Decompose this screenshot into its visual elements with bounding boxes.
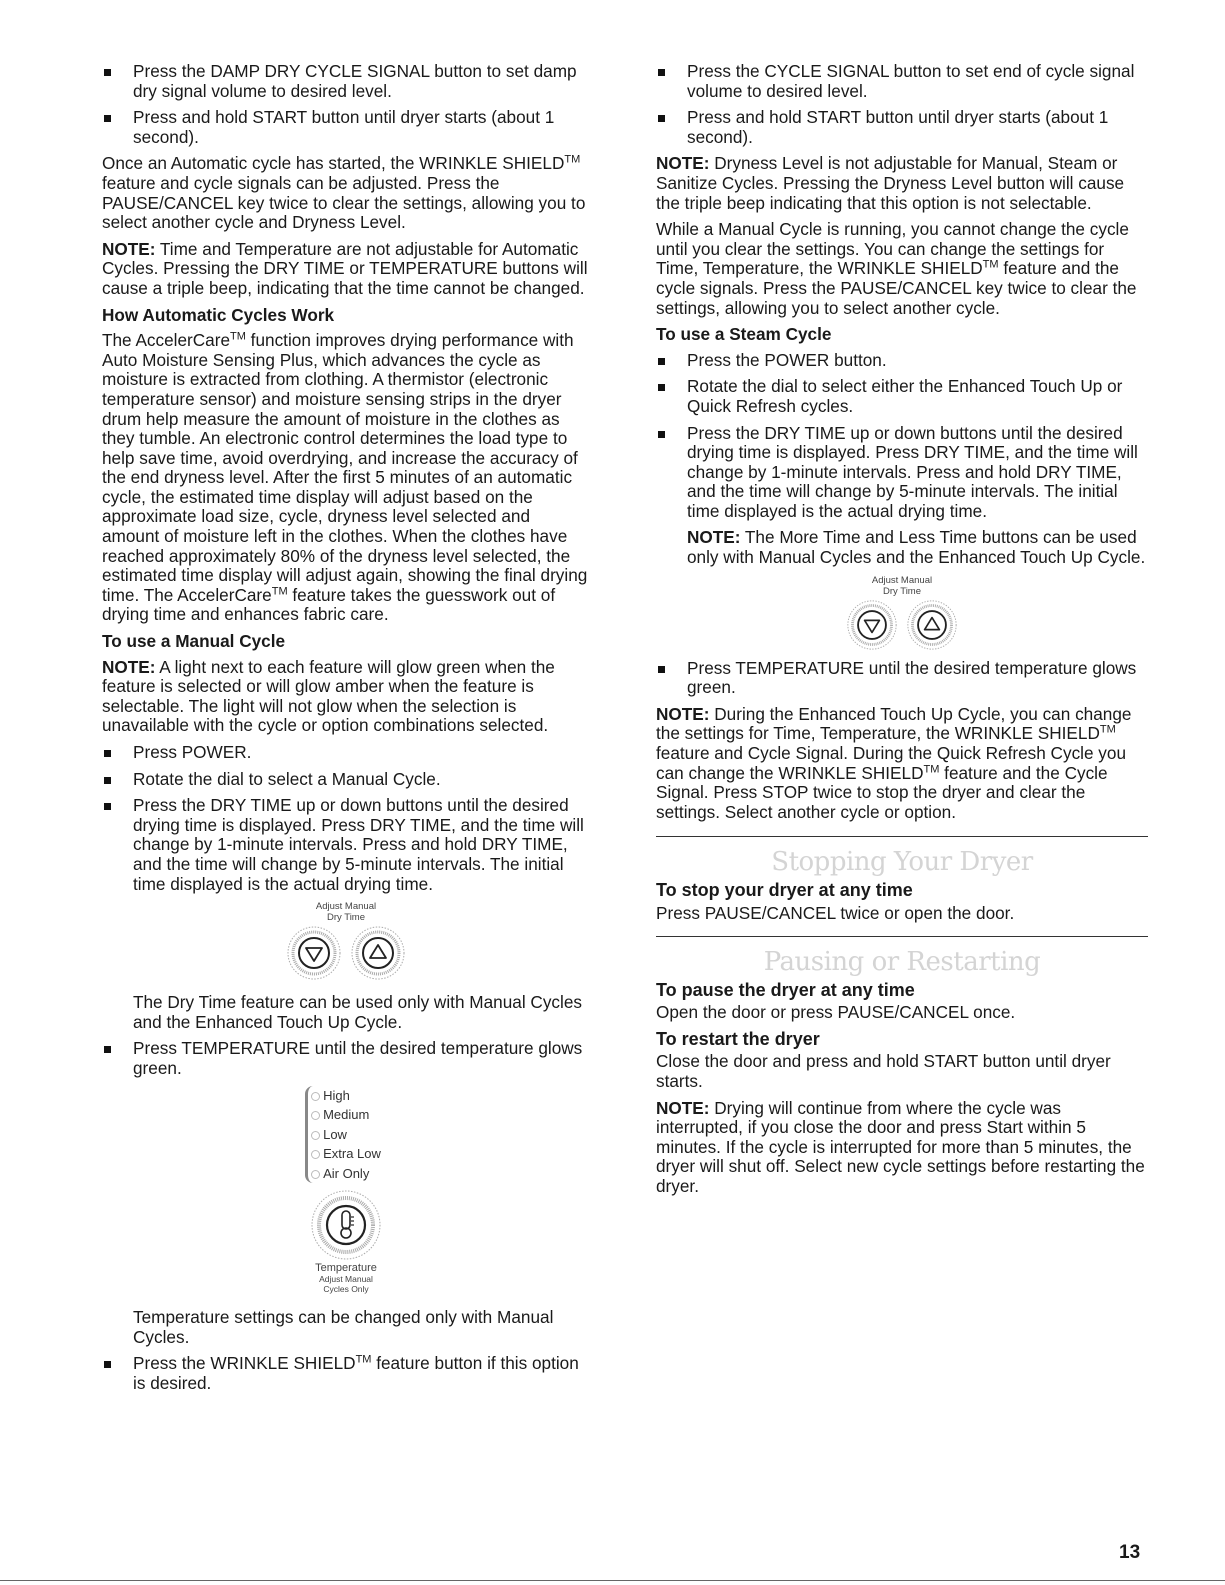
automatic-cycle-paragraph: Once an Automatic cycle has started, the WRINKLE SHIELD™ feature and cycle signals can be adjusted. Press the PAUSE/CANCEL key twice to clear the settings, allowing you to select another cycle and Dryness Level.: [102, 153, 586, 233]
note-more-less-time: NOTE: The More Time and Less Time buttons can be used only with Manual Cycles and the Enhanced Touch Up Cycle.: [687, 527, 1146, 568]
indicator-light-icon: [311, 1150, 320, 1159]
temperature-button-icon: [310, 1189, 382, 1261]
figure-label: Dry Time: [883, 585, 921, 597]
dry-time-up-icon: [906, 599, 958, 651]
indicator-light-icon: [311, 1111, 320, 1120]
pause-instructions: Open the door or press PAUSE/CANCEL once.: [656, 1002, 1016, 1023]
indicator-light-icon: [311, 1131, 320, 1140]
manual-cycle-running-paragraph: While a Manual Cycle is running, you cannot change the cycle until you clear the settings. You can change the settings for Time, Temperature, the WRINKLE SHIELD™ feature and the cycle signals. Press the PAUSE/CANCEL key twice to clear the settings, allowing you to select another cycle.: [656, 219, 1137, 318]
heading-steam-cycle: To use a Steam Cycle: [656, 324, 832, 345]
temperature-figure: [102, 1086, 590, 1295]
dry-time-figure: [102, 901, 590, 981]
left-column: [102, 62, 590, 1400]
temperature-option: Medium: [311, 1105, 381, 1125]
bullet-cycle-signal: Press the CYCLE SIGNAL button to set end of cycle signal volume to desired level.: [656, 62, 1148, 101]
stop-instructions: Press PAUSE/CANCEL twice or open the door.: [656, 903, 1015, 923]
figure-label: Temperature: [315, 1262, 377, 1275]
bullet-press-power: Press POWER.: [102, 743, 590, 763]
temperature-options-list: [305, 1086, 381, 1184]
dry-time-down-icon: [846, 599, 898, 651]
figure-label: Adjust Manual: [871, 574, 933, 586]
figure-label: Adjust Manual: [319, 1274, 373, 1285]
bullet-temperature: Press TEMPERATURE until the desired temperature glows green.: [102, 1039, 590, 1078]
heading-how-automatic-cycles-work: How Automatic Cycles Work: [102, 304, 335, 325]
heading-restart-dryer: To restart the dryer: [656, 1028, 820, 1049]
section-title-pausing: Pausing or Restarting: [763, 946, 1041, 977]
indicator-light-icon: [311, 1170, 320, 1179]
note-time-temperature: NOTE: Time and Temperature are not adjustable for Automatic Cycles. Pressing the DRY TIME or TEMPERATURE buttons will cause a triple beep, indicating that the time cannot be changed.: [102, 238, 588, 298]
section-divider: [656, 836, 1148, 837]
note-drying-continue: NOTE: Drying will continue from where the cycle was interrupted, if you close the door and press Start within 5 minutes. If the cycle is interrupted for more than 5 minutes, the dryer will shut off. Select new cycle settings before restarting the dryer.: [656, 1097, 1145, 1196]
bullet-rotate-dial: Rotate the dial to select a Manual Cycle.: [102, 770, 590, 790]
dry-time-note: The Dry Time feature can be used only with Manual Cycles and the Enhanced Touch Up Cycle.: [133, 992, 582, 1032]
indicator-light-icon: [311, 1092, 320, 1101]
bullet-press-start: Press and hold START button until dryer starts (about 1 second).: [656, 108, 1148, 147]
temperature-option: Low: [311, 1125, 381, 1145]
temperature-option: Air Only: [311, 1164, 381, 1184]
bullet-temperature: Press TEMPERATURE until the desired temperature glows green.: [656, 659, 1148, 698]
bullet-rotate-dial: Rotate the dial to select either the Enhanced Touch Up or Quick Refresh cycles.: [656, 377, 1148, 416]
temperature-option: High: [311, 1086, 381, 1106]
section-divider: [656, 936, 1148, 937]
heading-manual-cycle: To use a Manual Cycle: [102, 631, 286, 652]
heading-stop-dryer: To stop your dryer at any time: [656, 880, 913, 901]
figure-label: Cycles Only: [323, 1284, 369, 1295]
bullet-dry-time: Press the DRY TIME up or down buttons until the desired drying time is displayed. Press DRY TIME, and the time will change by 1-minute intervals. Press and hold DRY TIME, and the time will change by 5-minute intervals. The initial time displayed is the actual drying time.: [102, 796, 590, 894]
bullet-dry-time: Press the DRY TIME up or down buttons until the desired drying time is displayed. Press DRY TIME, and the time will change by 1-minute intervals. Press and hold DRY TIME, and the time will change by 5-minute intervals. The initial time displayed is the actual drying time.: [656, 424, 1148, 522]
bullet-wrinkle-shield: Press the WRINKLE SHIELD™ feature button if this option is desired.: [102, 1354, 590, 1393]
dry-time-up-icon: [350, 925, 406, 981]
note-dryness-level: NOTE: Dryness Level is not adjustable for Manual, Steam or Sanitize Cycles. Pressing the Dryness Level button will cause the triple beep indicating that this option is not selectable.: [656, 153, 1125, 213]
bullet-press-start: Press and hold START button until dryer starts (about 1 second).: [102, 108, 590, 147]
note-enhanced-touch-up: NOTE: During the Enhanced Touch Up Cycle, you can change the settings for Time, Temperature, the WRINKLE SHIELD™ feature and Cycle Signal. During the Quick Refresh Cycle you can change the WRINKLE SHIELD™ feature and the Cycle Signal. Press STOP twice to stop the dryer and clear the settings. Select another cycle or option.: [656, 703, 1132, 822]
right-column: [656, 62, 1148, 1204]
figure-label: Adjust Manual: [315, 901, 377, 913]
heading-pause-dryer: To pause the dryer at any time: [656, 979, 915, 1000]
dry-time-figure: [656, 575, 1148, 651]
restart-instructions: Close the door and press and hold START button until dryer starts.: [656, 1051, 1111, 1091]
page-number: 13: [1119, 1542, 1141, 1563]
temperature-option: Extra Low: [311, 1144, 381, 1164]
accelercare-paragraph: The AccelerCare™ function improves drying performance with Auto Moisture Sensing Plus, which advances the cycle as moisture is extracted from clothing. A thermistor (electronic temperature sensor) and moisture sensing strips in the dryer drum help measure the amount of moisture in the clothes as they tumble. An electronic control determines the load type to help save time, avoid overdrying, and increase the accuracy of the end dryness level. After the first 5 minutes of an automatic cycle, the estimated time display will adjust based on the approximate load size, cycle, dryness level selected and amount of moisture left in the clothes. When the clothes have reached approximately 80% of the dryness level selected, the estimated time display will adjust again, showing the final drying time. The AccelerCare™ feature takes the guesswork out of drying time and enhances fabric care.: [102, 330, 588, 625]
temperature-note: Temperature settings can be changed only with Manual Cycles.: [133, 1307, 554, 1347]
note-feature-light: NOTE: A light next to each feature will glow green when the feature is selected or will glow amber when the feature is selectable. The light will not glow when the selection is unavailable with the cycle or option combinations selected.: [102, 656, 555, 736]
bullet-damp-dry-signal: Press the DAMP DRY CYCLE SIGNAL button to set damp dry signal volume to desired level.: [102, 62, 590, 101]
figure-label: Dry Time: [327, 912, 365, 924]
page-bottom-rule: [0, 1580, 1225, 1581]
dry-time-down-icon: [286, 925, 342, 981]
bullet-press-power: Press the POWER button.: [656, 351, 1148, 371]
section-title-stopping: Stopping Your Dryer: [771, 847, 1033, 878]
